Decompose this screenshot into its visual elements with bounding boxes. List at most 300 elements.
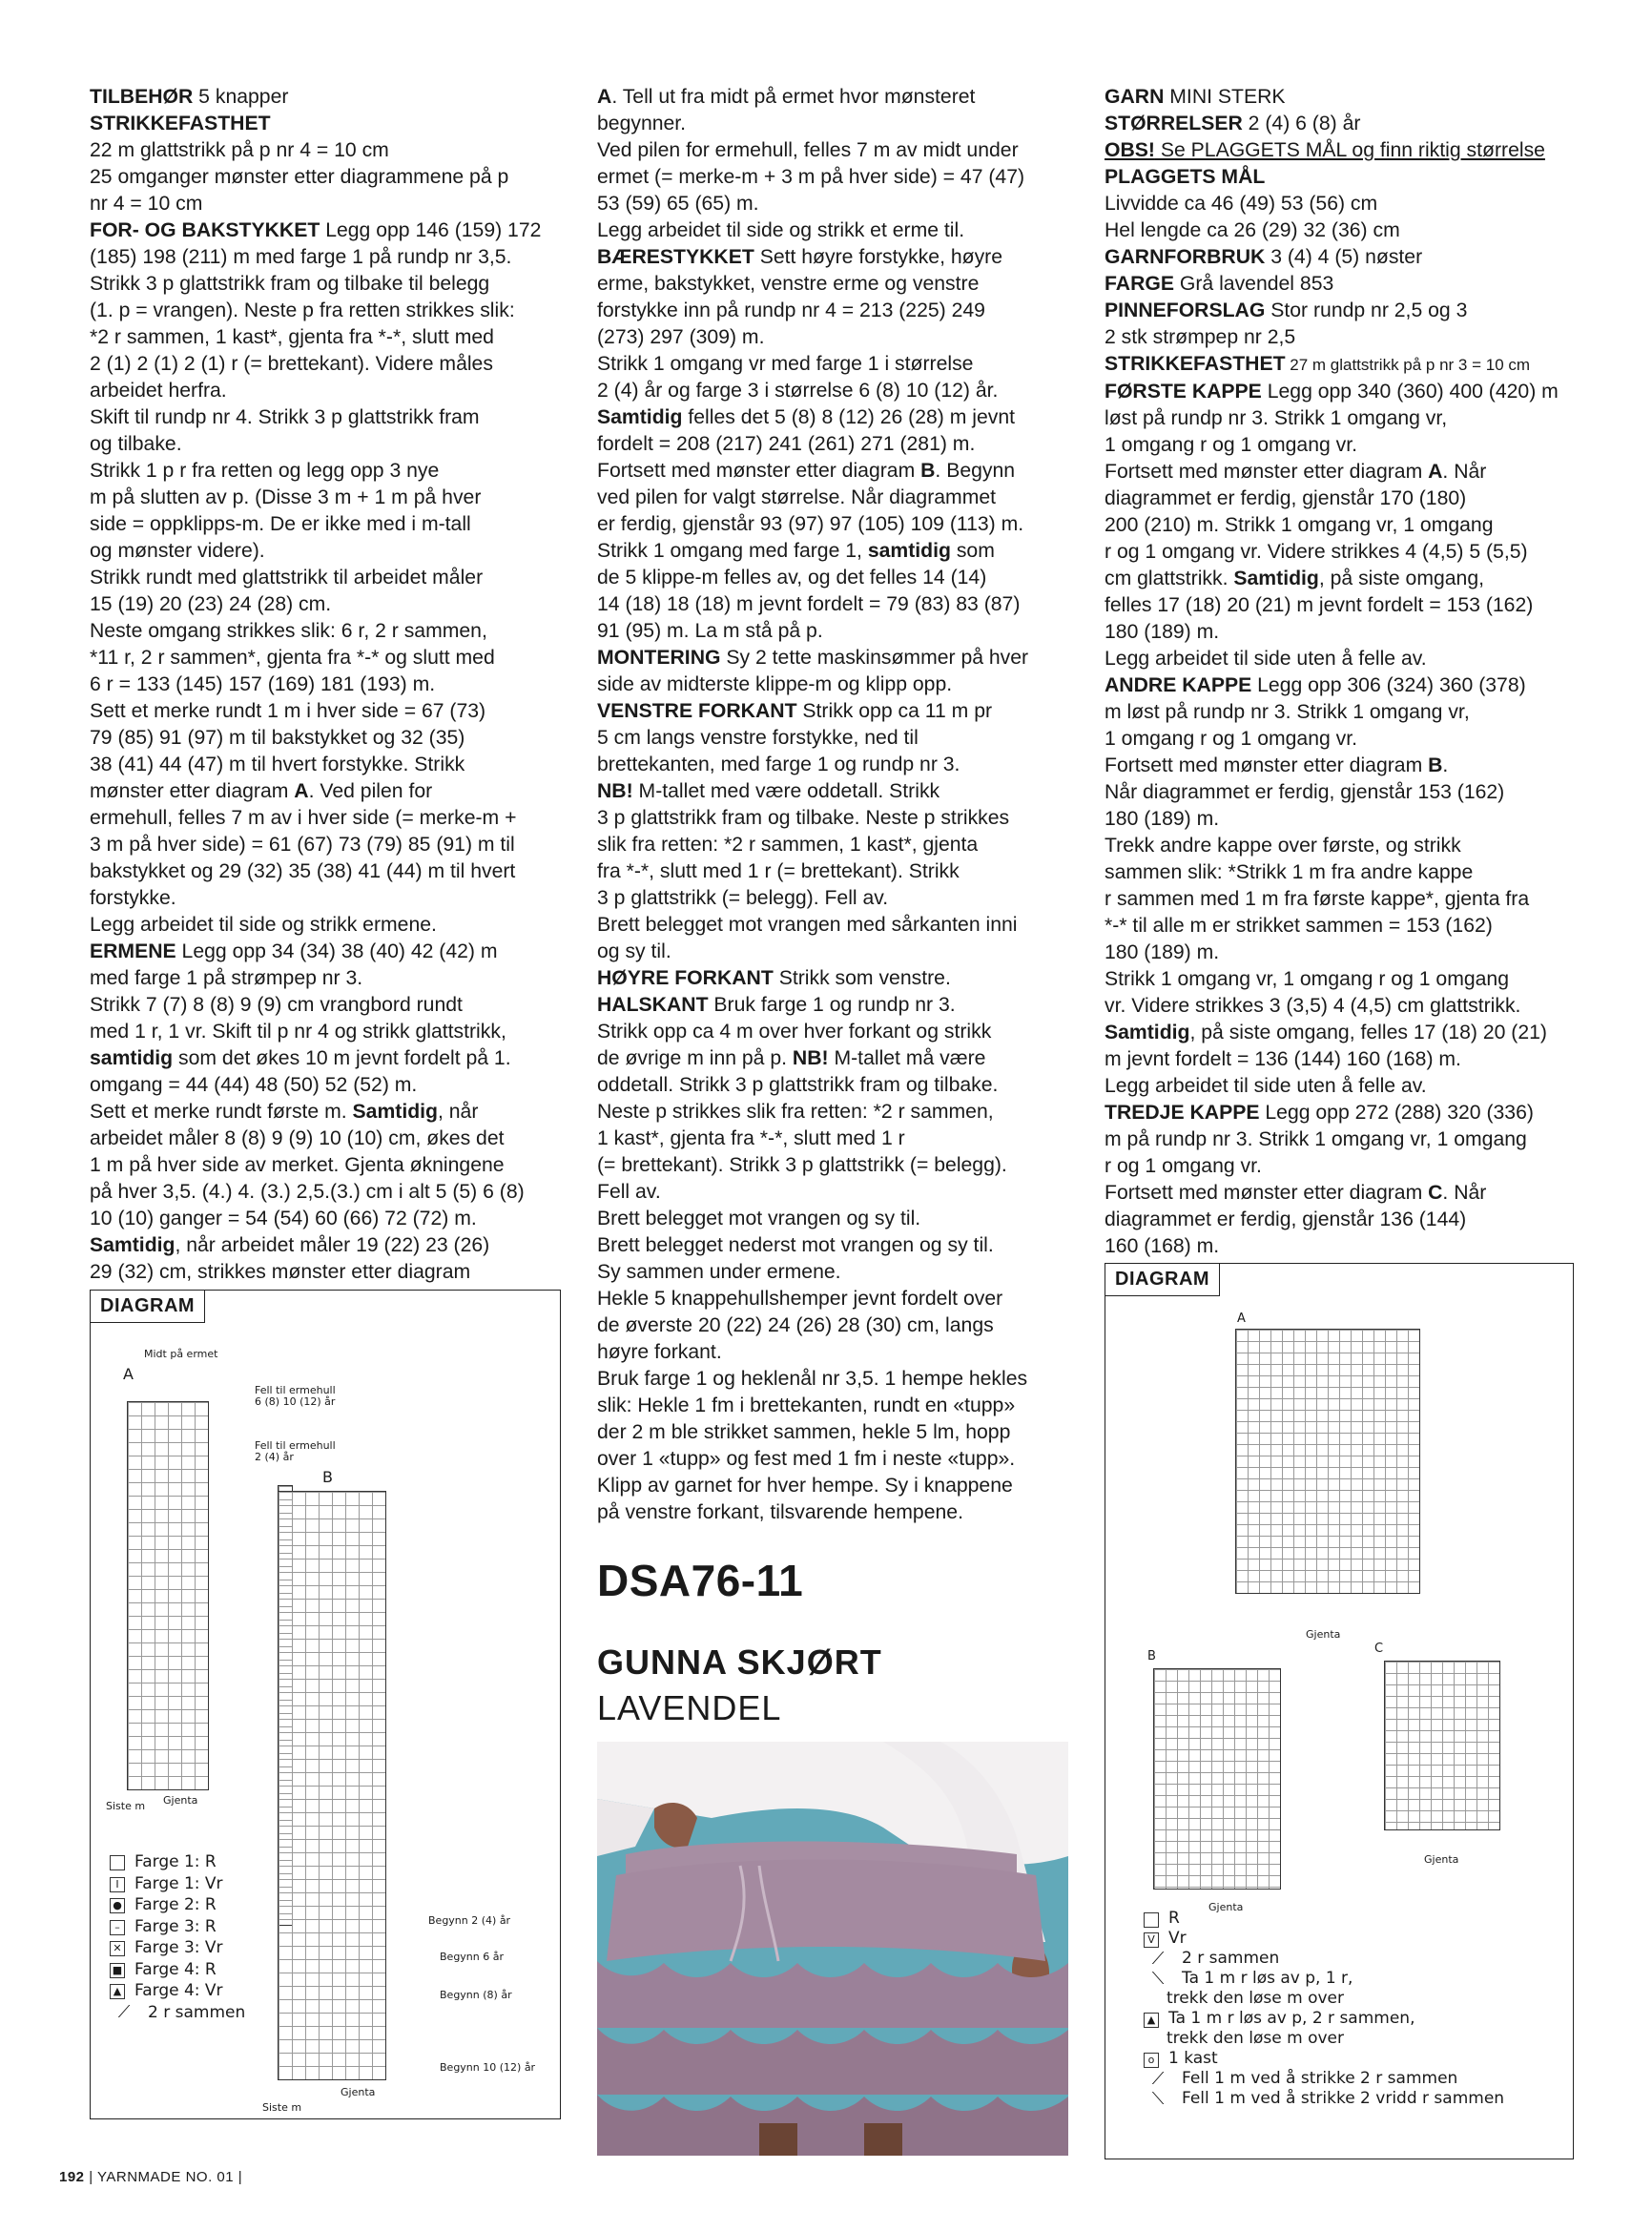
text-run: på venstre forkant, tilsvarende hempene. (597, 1501, 963, 1523)
text-run: Brett belegget mot vrangen med sårkanten inni (597, 914, 1018, 936)
text-run: som det økes 10 m jevnt fordelt på 1. (173, 1047, 511, 1069)
col1-line (90, 805, 567, 832)
page-number: 192 (59, 2169, 85, 2185)
text-run: , på siste omgang, (1318, 568, 1484, 589)
col1-line (90, 84, 567, 111)
text-run: Fortsett med mønster etter diagram (1105, 461, 1429, 483)
col1-line (90, 1259, 567, 1286)
col2-line (597, 618, 1070, 645)
legend-label: Farge 4: R (134, 1959, 217, 1979)
text-run: 200 (210) m. Strikk 1 omgang vr, 1 omgang (1105, 514, 1494, 536)
text-run: Strikk 3 p glattstrikk fram og tilbake til belegg (90, 273, 490, 295)
legend-item (110, 1916, 245, 1938)
text-run: Sett et merke rundt 1 m i hver side = 67 (73) (90, 700, 486, 722)
text-run: 15 (19) 20 (23) 24 (28) cm. (90, 593, 332, 615)
legend-label: trekk den løse m over (1167, 2029, 1344, 2048)
text-run: 5 cm langs venstre forstykke, ned til (597, 727, 919, 749)
legend-item (110, 2002, 245, 2024)
midt-label: Midt på ermet (144, 1348, 218, 1360)
col2-line (597, 378, 1070, 404)
col2-line (597, 351, 1070, 378)
legend-symbol-icon: – (110, 1920, 125, 1935)
text-run: 1 omgang r og 1 omgang vr. (1105, 728, 1358, 750)
pattern-code: DSA76-11 (597, 1556, 804, 1605)
diagram-heading-skirt: DIAGRAM (1105, 1264, 1220, 1296)
col1-line (90, 1126, 567, 1152)
text-run: 180 (189) m. (1105, 808, 1220, 830)
legend-label: Ta 1 m r løs av p, 2 r sammen, (1168, 2009, 1415, 2028)
col1-line (90, 565, 567, 591)
legend-symbol-icon: o (1144, 2053, 1159, 2068)
col2-line (597, 1286, 1070, 1312)
col1-line (90, 778, 567, 805)
legend-label: Farge 4: Vr (134, 1981, 223, 2000)
text-run: samtidig (867, 540, 951, 562)
col2-line (597, 1259, 1070, 1286)
legend-label: Vr (1168, 1929, 1187, 1948)
col2-line (597, 1232, 1070, 1259)
legend-symbol-icon: ⟍ (1151, 1969, 1165, 1989)
text-run: GARN (1105, 86, 1165, 108)
text-run: NB! (792, 1047, 829, 1069)
legend-symbol-icon (110, 1855, 125, 1870)
col1-line (90, 511, 567, 538)
col2-line (597, 485, 1070, 511)
col2-line (597, 1126, 1070, 1152)
legend-symbol-icon: ⟍ (1151, 2089, 1165, 2109)
col3-line (1105, 833, 1581, 859)
legend-symbol-icon (1144, 1993, 1157, 2006)
text-run: ermet (= merke-m + 3 m på hver side) = 47 (47) (597, 166, 1025, 188)
text-run: Ved pilen for ermehull, felles 7 m av midt under (597, 139, 1019, 161)
col1-line (90, 137, 567, 164)
legend-item (1144, 1929, 1504, 1949)
col2-line (597, 164, 1070, 191)
text-run: er ferdig, gjenstår 93 (97) 97 (105) 109 (113) m. (597, 513, 1024, 535)
col2-line (597, 511, 1070, 538)
col3-line (1105, 1233, 1581, 1260)
col3-line (1105, 298, 1581, 324)
text-run: . Ved pilen for (308, 780, 433, 802)
text-run: 1 m på hver side av merket. Gjenta økningene (90, 1154, 505, 1176)
text-run: bakstykket og 29 (32) 35 (38) 41 (44) m til hvert (90, 860, 516, 882)
col3-line (1105, 699, 1581, 726)
col2-line (597, 645, 1070, 671)
text-run: Legg opp 306 (324) 360 (378) (1251, 674, 1526, 696)
text-run: STRIKKEFASTHET (90, 113, 271, 134)
text-run: diagrammet er ferdig, gjenstår 170 (180) (1105, 487, 1467, 509)
legend-label: Farge 1: Vr (134, 1873, 223, 1893)
col1-line (90, 965, 567, 992)
legend-symbol-icon: ▲ (110, 1984, 125, 1999)
text-run: der 2 m ble strikket sammen, hekle 5 lm, hopp (597, 1421, 1011, 1443)
col1-line (90, 191, 567, 217)
text-run: forstykke inn på rundp nr 4 = 213 (225) 249 (597, 300, 985, 321)
legend-label: Farge 1: R (134, 1852, 217, 1871)
col3-line (1105, 1020, 1581, 1046)
text-run: m på rundp nr 3. Strikk 1 omgang vr, 1 omgang (1105, 1128, 1527, 1150)
text-run: Legg opp 272 (288) 320 (336) (1259, 1102, 1534, 1124)
text-run: Sy 2 tette maskinsømmer på hver (720, 647, 1029, 669)
text-run: 25 omganger mønster etter diagrammene på p (90, 166, 509, 188)
col3-line (1105, 753, 1581, 779)
begynn-label-2: Begynn 6 år (440, 1951, 505, 1963)
text-run: begynner. (597, 113, 687, 134)
text-run: de 5 klippe-m felles av, og det felles 14 (14) (597, 567, 987, 589)
text-run: ved pilen for valgt størrelse. Når diagrammet (597, 486, 997, 508)
text-run: A (294, 780, 309, 802)
col2-line (597, 565, 1070, 591)
text-run: Legg arbeidet til side uten å felle av. (1105, 648, 1427, 670)
text-run: Fortsett med mønster etter diagram (597, 460, 921, 482)
diagram-a-label-skirt: A (1237, 1312, 1246, 1326)
col2-line (597, 912, 1070, 939)
text-run: HØYRE FORKANT (597, 967, 774, 989)
col1-line (90, 1179, 567, 1206)
text-run: 180 (189) m. (1105, 621, 1220, 643)
text-run: Skift til rundp nr 4. Strikk 3 p glattstrikk fram (90, 406, 480, 428)
text-run: Strikk 1 omgang vr med farge 1 i størrelse (597, 353, 974, 375)
text-run: TREDJE KAPPE (1105, 1102, 1260, 1124)
legend-label: Farge 2: R (134, 1895, 217, 1914)
col3-line (1105, 1180, 1581, 1207)
pattern-name: GUNNA SKJØRT (597, 1642, 882, 1682)
col2-line (597, 324, 1070, 351)
legend-symbol-icon: I (110, 1877, 125, 1892)
text-run: og mønster videre). (90, 540, 265, 562)
text-run: 3 p glattstrikk (= belegg). Fell av. (597, 887, 889, 909)
col2-line (597, 1072, 1070, 1099)
text-run: Samtidig (597, 406, 683, 428)
col1-line (90, 992, 567, 1019)
col3-line (1105, 646, 1581, 672)
col2-line (597, 992, 1070, 1019)
legend-item (1144, 2029, 1504, 2049)
col3-line (1105, 1046, 1581, 1073)
col3-line (1105, 485, 1581, 512)
text-run: 2 (4) år og farge 3 i størrelse 6 (8) 10 (12) år. (597, 380, 999, 402)
text-run: 91 (95) m. La m stå på p. (597, 620, 823, 642)
text-run: NB! (597, 780, 633, 802)
col3-line (1105, 137, 1581, 164)
text-run: STØRRELSER (1105, 113, 1243, 134)
text-run: Trekk andre kappe over første, og strikk (1105, 835, 1461, 857)
text-run: MINI STERK (1164, 86, 1286, 108)
text-run: C (1428, 1182, 1443, 1204)
text-run: arbeidet måler 8 (8) 9 (9) 10 (10) cm, økes det (90, 1127, 505, 1149)
begynn-label-3: Begynn (8) år (440, 1989, 512, 2001)
text-run: . Når (1442, 1182, 1487, 1204)
text-run: , når arbeidet måler 19 (22) 23 (26) (175, 1234, 490, 1256)
col2-line (597, 298, 1070, 324)
col1-line (90, 912, 567, 939)
col1-line (90, 538, 567, 565)
col2-line (597, 1152, 1070, 1179)
gjenta-c-skirt-label: Gjenta (1424, 1853, 1459, 1866)
text-run: STRIKKEFASTHET (1105, 353, 1286, 375)
legend-label: Farge 3: Vr (134, 1938, 223, 1957)
text-run: A (1428, 461, 1443, 483)
text-run: Legg opp 146 (159) 172 (320, 219, 542, 241)
text-run: Grå lavendel 853 (1174, 273, 1334, 295)
col3-line (1105, 592, 1581, 619)
text-run: (185) 198 (211) m med farge 1 på rundp nr 3,5. (90, 246, 512, 268)
legend-item (110, 1894, 245, 1916)
text-run: MONTERING (597, 647, 721, 669)
col3-line (1105, 672, 1581, 699)
legend-item (1144, 2049, 1504, 2069)
text-run: 6 r = 133 (145) 157 (169) 181 (193) m. (90, 673, 436, 695)
legend-symbol-icon: ⟋ (1151, 2069, 1165, 2089)
text-run: FOR- OG BAKSTYKKET (90, 219, 320, 241)
text-run: Strikk 1 omgang med farge 1, (597, 540, 868, 562)
text-run: side av midterste klippe-m og klipp opp. (597, 673, 953, 695)
text-run: A (597, 86, 612, 108)
text-run: r og 1 omgang vr. (1105, 1155, 1262, 1177)
text-run: ERMENE (90, 940, 176, 962)
col3-line (1105, 913, 1581, 940)
col3-line (1105, 886, 1581, 913)
col2-line (597, 1312, 1070, 1339)
text-run: ANDRE KAPPE (1105, 674, 1252, 696)
text-run: Legg opp 340 (360) 400 (420) m (1261, 381, 1559, 403)
col3-line (1105, 324, 1581, 351)
text-run: 2 (1) 2 (1) 2 (1) r (= brettekant). Videre måles (90, 353, 493, 375)
text-run: som (950, 540, 995, 562)
col1-line (90, 725, 567, 752)
legend-symbol-icon (1144, 1912, 1159, 1928)
col2-line (597, 217, 1070, 244)
legend-symbol-icon: ✕ (110, 1941, 125, 1956)
col1-line (90, 244, 567, 271)
text-run: FØRSTE KAPPE (1105, 381, 1262, 403)
text-run: m på slutten av p. (Disse 3 m + 1 m på hver (90, 486, 482, 508)
col3-line (1105, 806, 1581, 833)
col1-line (90, 1019, 567, 1045)
text-run: sammen slik: *Strikk 1 m fra andre kappe (1105, 861, 1474, 883)
text-run: 1 kast*, gjenta fra *-*, slutt med 1 r (597, 1127, 905, 1149)
gjenta-b-skirt-label: Gjenta (1208, 1901, 1244, 1913)
text-run: VENSTRE FORKANT (597, 700, 797, 722)
text-run: Sy sammen under ermene. (597, 1261, 841, 1283)
text-run: mønster etter diagram (90, 780, 295, 802)
text-run: Samtidig (1105, 1022, 1190, 1043)
text-run: Strikk opp ca 4 m over hver forkant og strikk (597, 1021, 992, 1043)
col2-line (597, 1339, 1070, 1366)
text-run: og sy til. (597, 940, 671, 962)
text-run: B (1428, 754, 1443, 776)
legend-item (1144, 1989, 1504, 2009)
col1-line (90, 271, 567, 298)
text-run: . (1442, 754, 1449, 776)
text-run: 79 (85) 91 (97) m til bakstykket og 32 (35) (90, 727, 465, 749)
text-run: Brett belegget mot vrangen og sy til. (597, 1208, 921, 1229)
col1-line (90, 111, 567, 137)
text-run: . Når (1442, 461, 1487, 483)
col1-line (90, 858, 567, 885)
text-run: med 1 r, 1 vr. Skift til p nr 4 og strikk glattstrikk, (90, 1021, 506, 1043)
col2-line (597, 885, 1070, 912)
legend-sweater (110, 1851, 245, 2023)
col2-line (597, 858, 1070, 885)
text-run: 160 (168) m. (1105, 1235, 1220, 1257)
col3-line (1105, 84, 1581, 111)
text-run: 1 omgang r og 1 omgang vr. (1105, 434, 1358, 456)
col2-line (597, 805, 1070, 832)
col3-line (1105, 459, 1581, 485)
text-run: Strikk opp ca 11 m pr (796, 700, 993, 722)
text-run: med farge 1 på strømpep nr 3. (90, 967, 363, 989)
text-run: 14 (18) 18 (18) m jevnt fordelt = 79 (83) 83 (87) (597, 593, 1021, 615)
text-run: Når diagrammet er ferdig, gjenstår 153 (162) (1105, 781, 1505, 803)
col3-line (1105, 779, 1581, 806)
col1-line (90, 591, 567, 618)
text-run: nr 4 = 10 cm (90, 193, 203, 215)
text-run: erme, bakstykket, venstre erme og venstre (597, 273, 980, 295)
text-run: M-tallet må være (828, 1047, 986, 1069)
col2-line (597, 191, 1070, 217)
text-run: (273) 297 (309) m. (597, 326, 765, 348)
text-run: de øvrige m inn på p. (597, 1047, 793, 1069)
col2-line (597, 404, 1070, 431)
text-run: over 1 «tupp» og fest med 1 fm i neste «tupp». (597, 1448, 1016, 1470)
col1-line (90, 1152, 567, 1179)
col3-line (1105, 164, 1581, 191)
text-run: FARGE (1105, 273, 1174, 295)
col1-line (90, 1206, 567, 1232)
col3-line (1105, 217, 1581, 244)
col1-line (90, 351, 567, 378)
siste-m-b-label: Siste m (262, 2101, 302, 2114)
diagram-b-label-skirt: B (1147, 1649, 1156, 1663)
col1-line (90, 431, 567, 458)
col1-line (90, 1072, 567, 1099)
text-run: 3 p glattstrikk fram og tilbake. Neste p strikkes (597, 807, 1010, 829)
col2-line (597, 939, 1070, 965)
text-run: vr. Videre strikkes 3 (3,5) 4 (4,5) cm glattstrikk. (1105, 995, 1521, 1017)
diagram-box-sweater (90, 1290, 561, 2119)
text-run: Fortsett med mønster etter diagram (1105, 754, 1429, 776)
text-run: oddetall. Strikk 3 p glattstrikk fram og tilbake. (597, 1074, 999, 1096)
chart-a-skirt-grid (1235, 1329, 1420, 1594)
col2-line (597, 1499, 1070, 1526)
text-run: slik fra retten: *2 r sammen, 1 kast*, gjenta (597, 834, 979, 856)
text-run: Legg arbeidet til side og strikk ermene. (90, 914, 437, 936)
diagram-a-label: A (123, 1365, 134, 1383)
legend-item (1144, 1909, 1504, 1929)
text-run: 5 knapper (193, 86, 289, 108)
col2-line (597, 671, 1070, 698)
text-run: B (920, 460, 936, 482)
text-run: Strikk 7 (7) 8 (8) 9 (9) cm vrangbord rundt (90, 994, 463, 1016)
col1-line (90, 1045, 567, 1072)
legend-label: trekk den løse m over (1167, 1989, 1344, 2008)
text-run: 38 (41) 44 (47) m til hvert forstykke. Strikk (90, 754, 465, 775)
col3-line (1105, 111, 1581, 137)
col2-line (597, 84, 1070, 111)
col2-line (597, 832, 1070, 858)
text-run: Strikk 1 p r fra retten og legg opp 3 nye (90, 460, 440, 482)
text-run: Livvidde ca 46 (49) 53 (56) cm (1105, 193, 1378, 215)
text-run: 2 stk strømpep nr 2,5 (1105, 326, 1296, 348)
begynn-label-4: Begynn 10 (12) år (440, 2061, 536, 2074)
text-run: Strikk som venstre. (773, 967, 951, 989)
col2-line (597, 1473, 1070, 1499)
text-run: r og 1 omgang vr. Videre strikkes 4 (4,5) 5 (5,5) (1105, 541, 1528, 563)
col3-line (1105, 993, 1581, 1020)
page-footer (59, 2169, 242, 2185)
col1-line (90, 752, 567, 778)
chart-a-grid (127, 1401, 209, 1790)
col2-line (597, 752, 1070, 778)
text-run: diagrammet er ferdig, gjenstår 136 (144) (1105, 1208, 1467, 1230)
text-run: Sett et merke rundt første m. (90, 1101, 353, 1123)
text-run: m jevnt fordelt = 136 (144) 160 (168) m. (1105, 1048, 1461, 1070)
magazine-name: YARNMADE NO. 01 (97, 2169, 235, 2185)
col1-line (90, 458, 567, 485)
text-run: Strikk rundt med glattstrikk til arbeidet måler (90, 567, 484, 589)
text-run: Neste omgang strikkes slik: 6 r, 2 r sammen, (90, 620, 487, 642)
text-run: , når (438, 1101, 479, 1123)
legend-item (110, 1980, 245, 2002)
text-run: 3 (4) 4 (5) nøster (1265, 246, 1423, 268)
text-run: 3 m på hver side) = 61 (67) 73 (79) 85 (91) m til (90, 834, 515, 856)
text-run: forstykke. (90, 887, 176, 909)
col2-line (597, 1393, 1070, 1419)
legend-symbol-icon: ⟋ (1151, 1949, 1165, 1969)
text-run: side = oppklipps-m. De er ikke med i m-tall (90, 513, 471, 535)
diagram-heading: DIAGRAM (91, 1291, 205, 1323)
text-run: Brett belegget nederst mot vrangen og sy til. (597, 1234, 994, 1256)
col2-line (597, 1446, 1070, 1473)
skirt-photo (597, 1742, 1068, 2156)
legend-item (110, 1851, 245, 1873)
siste-m-a-label: Siste m (106, 1800, 146, 1812)
text-run: Legg arbeidet til side uten å felle av. (1105, 1075, 1427, 1097)
col2-line (597, 271, 1070, 298)
text-run: OBS! (1105, 139, 1155, 161)
fell-ermehull-1-label: Fell til ermehull (255, 1384, 336, 1396)
col3-line (1105, 191, 1581, 217)
text-run: . Tell ut fra midt på ermet hvor mønsteret (611, 86, 976, 108)
text-run: 180 (189) m. (1105, 941, 1220, 963)
text-run: TILBEHØR (90, 86, 194, 108)
col3-line (1105, 859, 1581, 886)
col3-line (1105, 966, 1581, 993)
instructions-column-3 (1105, 84, 1581, 1260)
text-run: PLAGGETS MÅL (1105, 166, 1266, 188)
legend-item (1144, 1949, 1504, 1969)
footer-separator: | (89, 2169, 97, 2185)
col2-line (597, 431, 1070, 458)
text-run: høyre forkant. (597, 1341, 722, 1363)
col3-line (1105, 940, 1581, 966)
diagram-box-skirt (1105, 1263, 1574, 2159)
text-run: Fell av. (597, 1181, 661, 1203)
text-run: Neste p strikkes slik fra retten: *2 r sammen, (597, 1101, 994, 1123)
text-run: arbeidet herfra. (90, 380, 227, 402)
col3-line (1105, 1126, 1581, 1153)
text-run: BÆRESTYKKET (597, 246, 754, 268)
legend-label: R (1168, 1909, 1180, 1928)
col2-line (597, 1019, 1070, 1045)
col1-line (90, 1232, 567, 1259)
col2-line (597, 698, 1070, 725)
legend-skirt (1144, 1909, 1504, 2109)
col2-line (597, 1206, 1070, 1232)
legend-symbol-icon: V (1144, 1932, 1159, 1948)
text-run: *11 r, 2 r sammen*, gjenta fra *-* og slutt med (90, 647, 495, 669)
